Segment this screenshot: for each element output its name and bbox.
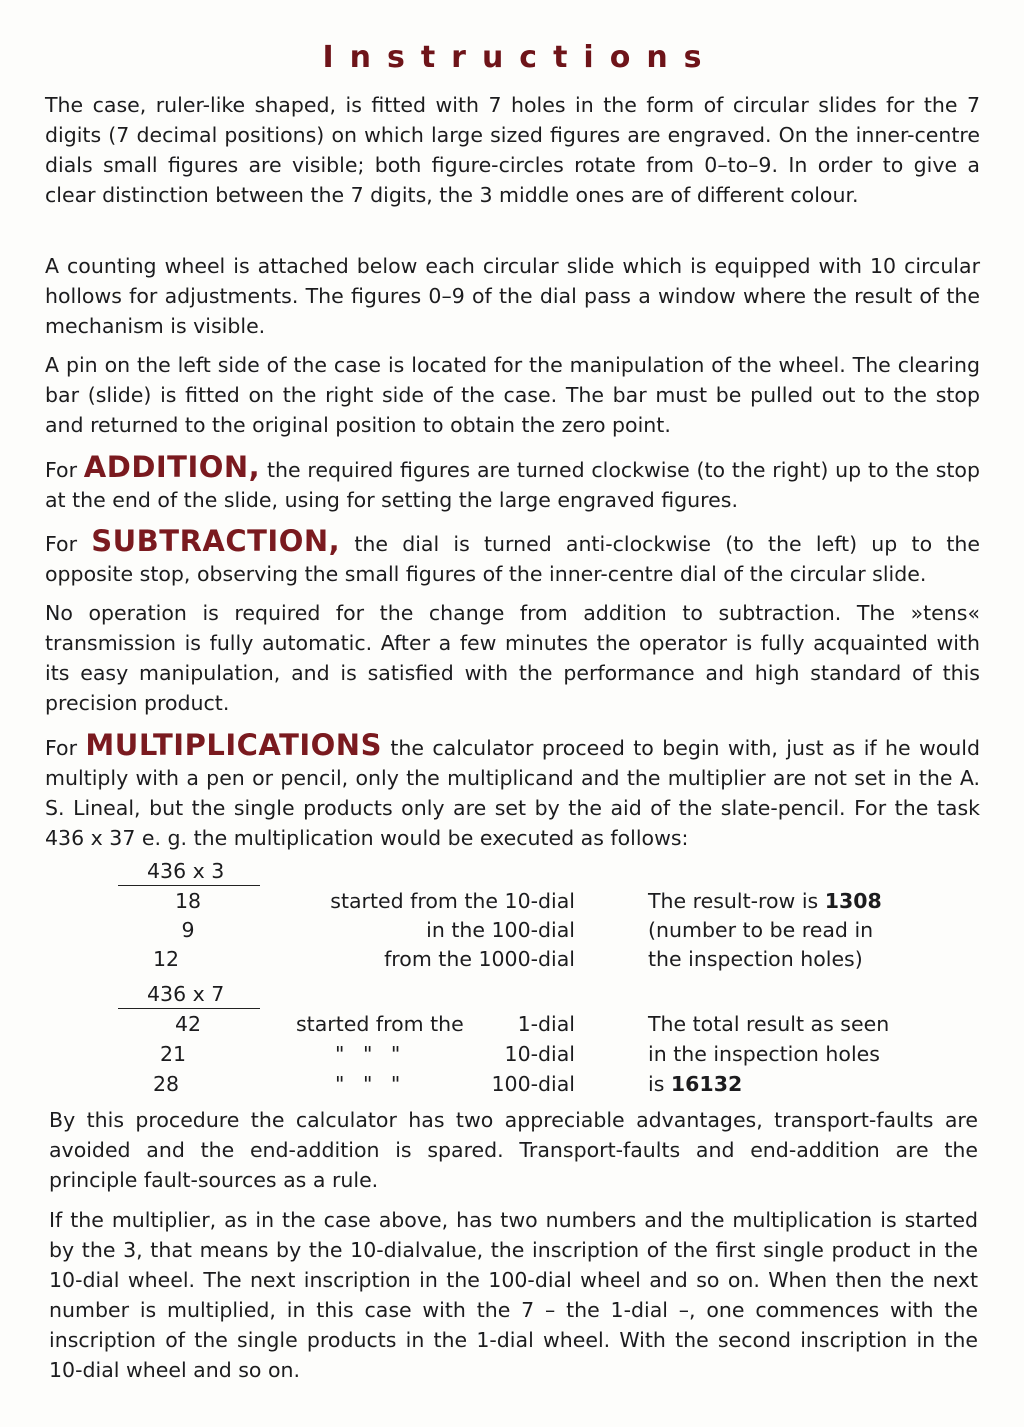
paragraph-automatic-transmission: No operation is required for the change from addition to subtraction. The »tens« transmission is fully automatic. After a few minutes the operator is fully acquainted with its easy manipulation, and is satisfied with the performance and high standard of this precision product. — [45, 601, 980, 715]
page-title: Instructions — [322, 40, 718, 75]
multiplication-heading: MULTIPLICATIONS — [85, 728, 382, 762]
example-1-num-2: 9 — [181, 918, 195, 942]
example-2-note-line-2: in the inspection holes — [648, 1042, 880, 1066]
example-2-note-line-3 — [648, 1069, 742, 1099]
example-2-text-1: started from the — [296, 1012, 464, 1036]
example-2-num-3: 28 — [152, 1072, 180, 1096]
example-1-result: 1308 — [824, 889, 882, 913]
example-2-result: 16132 — [670, 1072, 743, 1096]
example-1-text-2: in the 100-dial — [426, 918, 575, 942]
example-2-note-text: is — [648, 1072, 671, 1096]
example-2-note-line-1: The total result as seen — [648, 1012, 890, 1036]
paragraph-multiplier-procedure: If the multiplier, as in the case above, has two numbers and the multiplication is started by the 3, that means by the 10-dialvalue, the inscription of the first single product in the 10-dial wheel. The next inscription in the 100-dial wheel and so on. When then the next number is multiplied, in this case with the 7 – the 1-dial –, one commences with the inscription of the single products in the 1-dial wheel. With the second inscription in the 10-dial wheel and so on. — [49, 1208, 978, 1382]
example-2-ditto-2: " " " — [335, 1042, 407, 1066]
addition-prefix: For — [45, 458, 78, 482]
example-2-header: 436 x 7 — [147, 982, 225, 1006]
example-2-num-2: 21 — [159, 1042, 187, 1066]
multiplication-prefix: For — [45, 736, 78, 760]
addition-text: the required figures are turned clockwise (to the right) up to the stop at the end of the slide, using for setting the large engraved figures. — [45, 458, 980, 512]
subtraction-heading: SUBTRACTION, — [91, 524, 341, 558]
paragraph-counting-wheel: A counting wheel is attached below each circular slide which is equipped with 10 circular hollows for adjustments. The figures 0–9 of the dial pass a window where the result of the mechanism is visible. — [45, 254, 980, 338]
example-1-text-3: from the 1000-dial — [384, 947, 575, 971]
example-1-note-line-3: the inspection holes) — [648, 947, 863, 971]
example-2-num-1: 42 — [174, 1012, 202, 1036]
example-1-num-1: 18 — [174, 889, 202, 913]
paragraph-advantages: By this procedure the calculator has two appreciable advantages, transport-faults are avoided and the end-addition is spared. Transport-faults and end-addition are the principle fault-sources as a rule. — [49, 1108, 978, 1192]
example-1-num-3: 12 — [152, 947, 180, 971]
paragraph-addition — [45, 452, 980, 515]
example-2-dial-1: 1-dial — [517, 1012, 575, 1036]
example-1-note-text: The result-row is — [648, 889, 825, 913]
paragraph-clearing-bar: A pin on the left side of the case is located for the manipulation of the wheel. The clearing bar (slide) is fitted on the right side of the case. The bar must be pulled out to the stop and returned to the original position to obtain the zero point. — [45, 353, 980, 437]
example-2-ditto-3: " " " — [335, 1072, 407, 1096]
paragraph-subtraction — [45, 526, 980, 589]
example-1-note-line-1 — [648, 886, 882, 916]
example-2-dial-2: 10-dial — [504, 1042, 575, 1066]
addition-heading: ADDITION, — [83, 450, 261, 484]
multiplication-text: the calculator proceed to begin with, just as if he would multiply with a pen or pencil, only the multiplicand and the multiplier are not set in the A. S. Lineal, but the single products only are set by the aid of the slate-pencil. For the task 436 x 37 e. g. the multiplication would be executed as follows: — [45, 736, 980, 850]
example-1-header: 436 x 3 — [147, 859, 225, 883]
subtraction-text: the dial is turned anti-clockwise (to the left) up to the opposite stop, observing the small figures of the inner-centre dial of the circular slide. — [45, 532, 980, 586]
paragraph-multiplication — [45, 730, 980, 853]
paragraph-case-description: The case, ruler-like shaped, is fitted with 7 holes in the form of circular slides for the 7 digits (7 decimal positions) on which large sized figures are engraved. On the inner-centre dials small figures are visible; both figure-circles rotate from 0–to–9. In order to give a clear distinction between the 7 digits, the 3 middle ones are of different colour. — [45, 93, 980, 207]
example-1-note-line-2: (number to be read in — [648, 918, 874, 942]
subtraction-prefix: For — [45, 532, 78, 556]
example-1-text-1: started from the 10-dial — [330, 889, 575, 913]
example-2-dial-3: 100-dial — [491, 1072, 575, 1096]
